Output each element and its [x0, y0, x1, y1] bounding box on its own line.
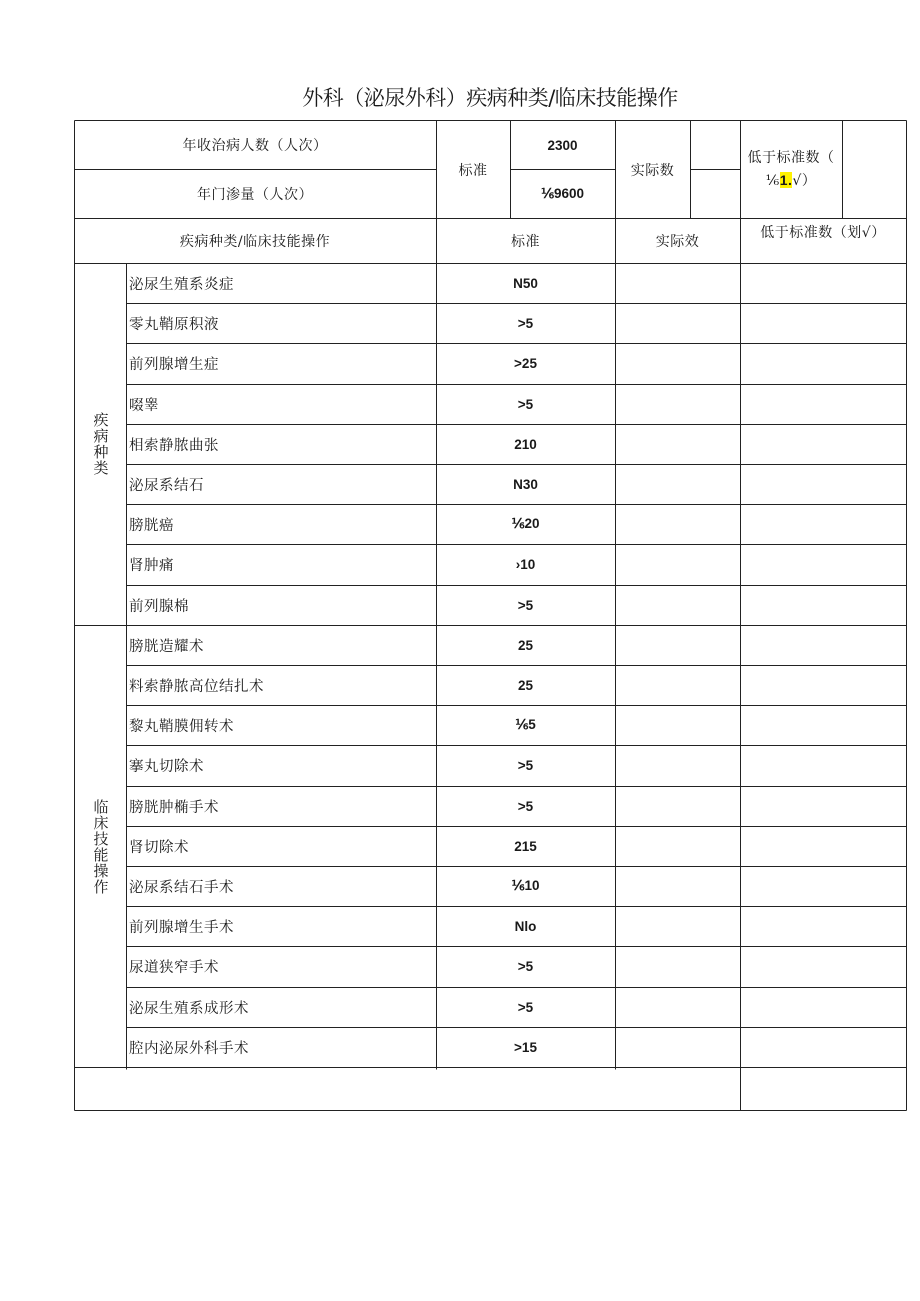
row-below-cell[interactable]	[740, 987, 906, 1027]
row-actual-cell[interactable]	[615, 263, 740, 303]
row-actual-cell[interactable]	[615, 866, 740, 906]
row-actual-cell[interactable]	[615, 544, 740, 585]
row-actual-cell[interactable]	[615, 625, 740, 665]
row-standard: ⅙20	[511, 516, 540, 531]
row-below-cell[interactable]	[740, 625, 906, 665]
row-below-cell[interactable]	[740, 343, 906, 384]
row-standard: N30	[513, 476, 538, 492]
row-name: 搴丸切除术	[129, 759, 204, 775]
row-name: 零丸鞘原积液	[129, 316, 219, 333]
footer-mark-cell[interactable]	[740, 1069, 906, 1110]
footer-note-cell[interactable]	[74, 1069, 740, 1110]
row-name: 前列腺增生手术	[129, 919, 234, 936]
row-standard: ⅙5	[515, 717, 536, 732]
row-standard: 25	[517, 637, 534, 653]
row-below-cell[interactable]	[740, 786, 906, 826]
row-name: 啜睾	[129, 397, 159, 414]
category-header: 疾病种类/临床技能操作	[179, 233, 331, 250]
row-actual-cell[interactable]	[615, 384, 740, 424]
group-label-clinical-skills: 临床技能操作	[91, 799, 110, 895]
below-standard-header: 低于标准数（划√）	[760, 225, 886, 241]
row-name: 泌尿系结石	[129, 477, 204, 494]
group-label-diseases: 疾病种类	[91, 412, 110, 476]
row-actual-cell[interactable]	[615, 504, 740, 544]
row-actual-cell[interactable]	[615, 987, 740, 1027]
annual-admissions-label: 年收治病人数（人次）	[182, 138, 328, 154]
summary-below-label	[740, 121, 842, 218]
row-name: 泌尿生殖系炎症	[129, 276, 234, 293]
row-standard: ›10	[515, 557, 536, 572]
summary-below-prefix: ⅙	[765, 173, 780, 189]
row-name: 尿道狭窄手术	[129, 960, 219, 976]
summary-below-line1: 低于标准数（	[747, 150, 835, 166]
summary-standard-label: 标准	[458, 162, 488, 179]
row-below-cell[interactable]	[740, 504, 906, 544]
row-below-cell[interactable]	[740, 665, 906, 705]
row-actual-cell[interactable]	[615, 585, 740, 625]
row-actual-cell[interactable]	[615, 946, 740, 987]
page-title: 外科（泌尿外科）疾病种类/临床技能操作	[302, 86, 678, 110]
row-name: 腔内泌尿外科手术	[129, 1040, 249, 1057]
row-name: 肾切除术	[129, 839, 189, 856]
row-name: 黎丸鞘膜佣转术	[129, 718, 234, 735]
highlighted-mark: 1.	[779, 172, 793, 188]
admissions-actual-value[interactable]	[690, 121, 740, 169]
annual-outpatient-label: 年门渗量（人次）	[197, 186, 313, 203]
summary-below-suffix: √）	[792, 173, 817, 189]
summary-below-check-cell[interactable]	[842, 121, 906, 218]
row-below-cell[interactable]	[740, 826, 906, 866]
row-below-cell[interactable]	[740, 303, 906, 343]
actual-header: 实际效	[655, 233, 700, 250]
row-standard: >5	[517, 999, 534, 1015]
row-standard: 215	[514, 838, 537, 854]
row-actual-cell[interactable]	[615, 665, 740, 705]
row-below-cell[interactable]	[740, 745, 906, 786]
row-standard: ⅙10	[511, 878, 540, 893]
row-below-cell[interactable]	[740, 263, 906, 303]
row-name: 前列腺增生症	[129, 357, 219, 373]
row-standard: >15	[514, 1039, 537, 1055]
row-standard: 25	[517, 677, 534, 693]
row-below-cell[interactable]	[740, 946, 906, 987]
row-name: 相索静脓曲张	[129, 437, 219, 454]
row-standard: >5	[517, 798, 534, 814]
row-actual-cell[interactable]	[615, 705, 740, 745]
row-below-cell[interactable]	[740, 464, 906, 504]
row-actual-cell[interactable]	[615, 826, 740, 866]
row-standard: >5	[517, 758, 534, 773]
row-standard: >5	[517, 315, 534, 331]
row-standard: 210	[514, 436, 537, 452]
outpatient-actual-value[interactable]	[690, 169, 740, 218]
row-below-cell[interactable]	[740, 384, 906, 424]
outpatient-standard-value: ⅙9600	[540, 185, 585, 201]
row-standard: Nlo	[514, 918, 537, 934]
row-below-cell[interactable]	[740, 424, 906, 464]
row-name: 膀胱肿椭手术	[129, 799, 219, 816]
row-name: 泌尿系结石手术	[129, 879, 234, 896]
row-actual-cell[interactable]	[615, 786, 740, 826]
row-below-cell[interactable]	[740, 906, 906, 946]
row-name: 膀胱癌	[129, 517, 174, 534]
row-standard: >5	[517, 597, 534, 613]
row-name: 前列腺棉	[129, 598, 189, 615]
row-actual-cell[interactable]	[615, 464, 740, 504]
row-name: 料索静脓高位结扎术	[129, 678, 264, 695]
row-actual-cell[interactable]	[615, 303, 740, 343]
row-below-cell[interactable]	[740, 866, 906, 906]
row-standard: >5	[517, 396, 534, 412]
row-name: 泌尿生殖系成形术	[129, 1000, 249, 1017]
summary-actual-label: 实际数	[630, 162, 675, 179]
row-actual-cell[interactable]	[615, 343, 740, 384]
admissions-standard-value: 2300	[547, 137, 578, 153]
row-standard: N50	[513, 275, 538, 291]
row-below-cell[interactable]	[740, 705, 906, 745]
row-actual-cell[interactable]	[615, 1027, 740, 1067]
row-below-cell[interactable]	[740, 585, 906, 625]
row-actual-cell[interactable]	[615, 745, 740, 786]
row-standard: >5	[517, 959, 534, 974]
row-below-cell[interactable]	[740, 1027, 906, 1067]
row-name: 膀胱造耀术	[129, 638, 204, 655]
row-below-cell[interactable]	[740, 544, 906, 585]
row-name: 肾肿痛	[129, 558, 174, 574]
standard-header: 标准	[511, 233, 540, 250]
row-actual-cell[interactable]	[615, 424, 740, 464]
row-standard: >25	[514, 356, 537, 371]
row-actual-cell[interactable]	[615, 906, 740, 946]
summary-below-line2	[766, 169, 817, 192]
